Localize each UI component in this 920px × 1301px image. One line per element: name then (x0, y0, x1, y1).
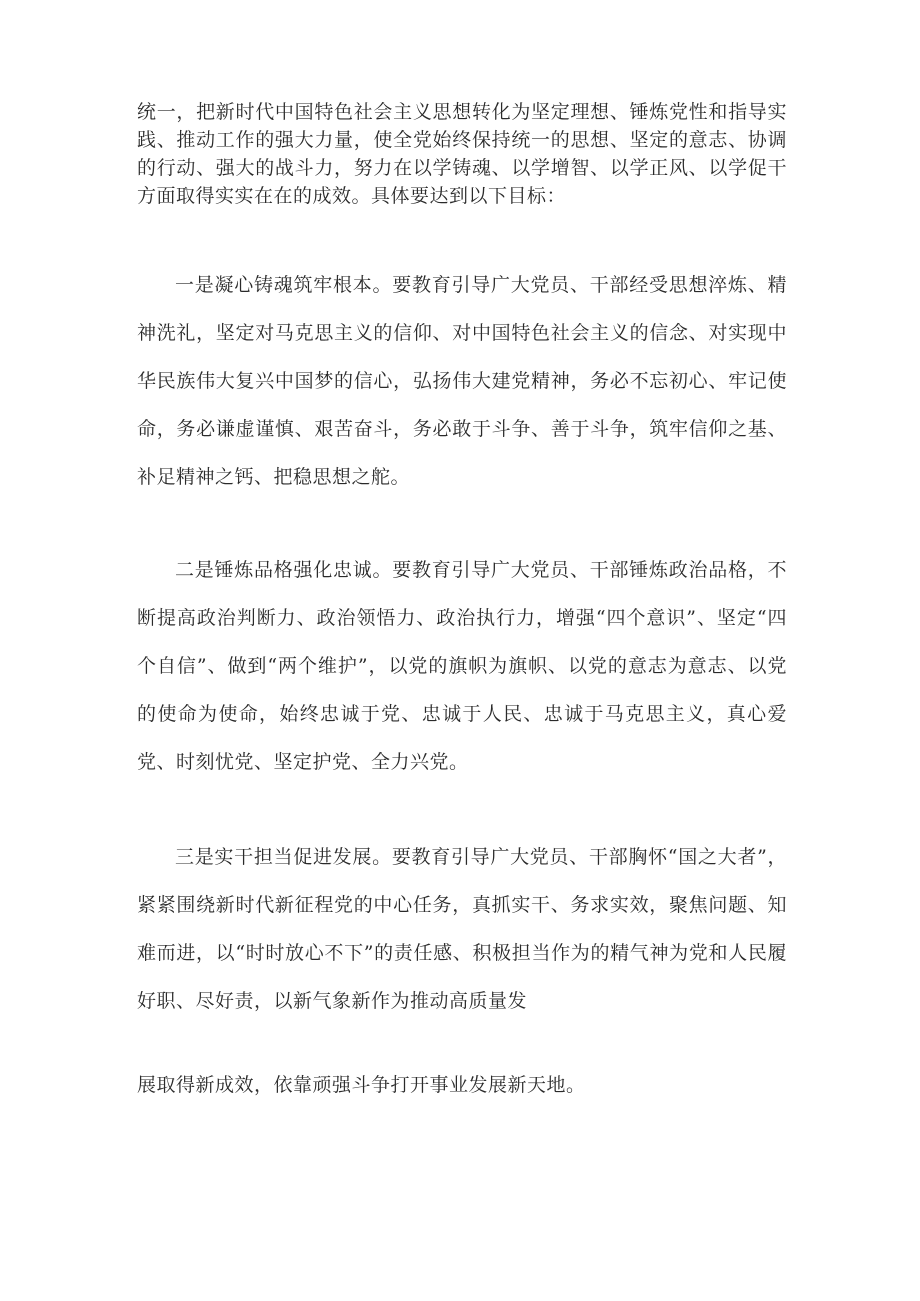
goal-paragraph-3-continuation: 展取得新成效，依靠顽强斗争打开事业发展新天地。 (137, 1074, 586, 1096)
intro-paragraph: 统一，把新时代中国特色社会主义思想转化为坚定理想、锤炼党性和指导实践、推动工作的强大力量，使全党始终保持统一的思想、坚定的意志、协调的行动、强大的战斗力，努力在以学铸魂、以学增智、以学正风、以学促干方面取得实实在在的成效。具体要达到以下目标： (137, 101, 787, 207)
goal-paragraph-3: 三是实干担当促进发展。要教育引导广大党员、干部胸怀“国之大者”，紧紧围绕新时代新征程党的中心任务，真抓实干、务求实效，聚焦问题、知难而进，以“时时放心不下”的责任感、积极担当作为的精气神为党和人民履好职、尽好责，以新气象新作为推动高质量发 (137, 846, 787, 1012)
goal-paragraph-1: 一是凝心铸魂筑牢根本。要教育引导广大党员、干部经受思想淬炼、精神洗礼，坚定对马克思主义的信仰、对中国特色社会主义的信念、对实现中华民族伟大复兴中国梦的信心，弘扬伟大建党精神，务必不忘初心、牢记使命，务必谦虚谨慎、艰苦奋斗，务必敢于斗争、善于斗争，筑牢信仰之基、补足精神之钙、把稳思想之舵。 (137, 274, 787, 488)
goal-paragraph-2: 二是锤炼品格强化忠诚。要教育引导广大党员、干部锤炼政治品格，不断提高政治判断力、政治领悟力、政治执行力，增强“四个意识”、坚定“四个自信”、做到“两个维护”，以党的旗帜为旗帜、以党的意志为意志、以党的使命为使命，始终忠诚于党、忠诚于人民、忠诚于马克思主义，真心爱党、时刻忧党、坚定护党、全力兴党。 (137, 559, 787, 773)
